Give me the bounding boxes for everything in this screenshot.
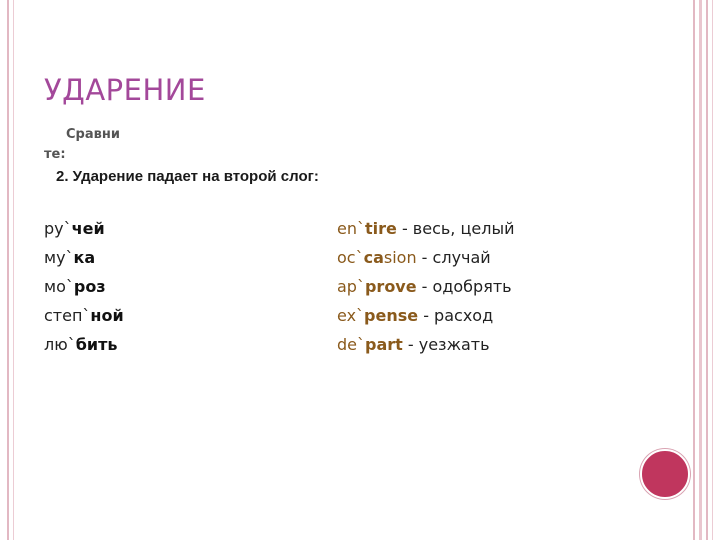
frame-line-right-3: [706, 0, 708, 540]
english-word-list: [337, 214, 514, 359]
english-word-translation: - уезжать: [402, 335, 490, 354]
english-word-stressed: ca: [363, 248, 384, 267]
english-word-suffix: sion: [383, 248, 417, 267]
english-word-translation: - случай: [416, 248, 491, 267]
english-word-prefix: oc`: [337, 248, 364, 267]
slide-title: УДАРЕНИЕ: [44, 73, 206, 107]
russian-word-stressed: бить: [75, 335, 118, 354]
russian-word-prefix: степ`: [44, 306, 91, 325]
english-word: [337, 301, 514, 330]
english-word-prefix: de`: [337, 335, 365, 354]
frame-line-right-2: [699, 0, 702, 540]
compare-label: [44, 125, 154, 165]
english-word-stressed: prove: [364, 277, 417, 296]
russian-word: [44, 243, 124, 272]
rule-heading: 2. Ударение падает на второй слог:: [56, 168, 319, 185]
decorative-circle-icon: [640, 449, 690, 499]
frame-line-left-inner: [13, 0, 14, 540]
russian-word: [44, 330, 124, 359]
russian-word-prefix: лю`: [44, 335, 76, 354]
english-word-prefix: ex`: [337, 306, 365, 325]
russian-word-stressed: ка: [73, 248, 96, 267]
russian-word: [44, 214, 124, 243]
english-word: [337, 330, 514, 359]
compare-label-line1: Сравни: [66, 127, 120, 142]
english-word-translation: - одобрять: [416, 277, 512, 296]
english-word: [337, 243, 514, 272]
frame-line-right-1: [693, 0, 695, 540]
russian-word: [44, 272, 124, 301]
english-word-stressed: pense: [364, 306, 419, 325]
english-word-stressed: tire: [364, 219, 397, 238]
frame-line-left: [7, 0, 9, 540]
russian-word-stressed: ной: [90, 306, 124, 325]
russian-word-prefix: ру`: [44, 219, 72, 238]
english-word-prefix: en`: [337, 219, 365, 238]
russian-word-list: [44, 214, 124, 359]
english-word-translation: - весь, целый: [396, 219, 515, 238]
english-word-translation: - расход: [418, 306, 494, 325]
english-word-prefix: ap`: [337, 277, 365, 296]
russian-word-prefix: мо`: [44, 277, 74, 296]
compare-label-line2: те:: [44, 147, 66, 162]
english-word: [337, 272, 514, 301]
russian-word-stressed: роз: [73, 277, 106, 296]
russian-word-prefix: му`: [44, 248, 74, 267]
frame-line-right-4: [712, 0, 713, 540]
english-word: [337, 214, 514, 243]
english-word-stressed: part: [365, 335, 403, 354]
russian-word: [44, 301, 124, 330]
russian-word-stressed: чей: [71, 219, 105, 238]
